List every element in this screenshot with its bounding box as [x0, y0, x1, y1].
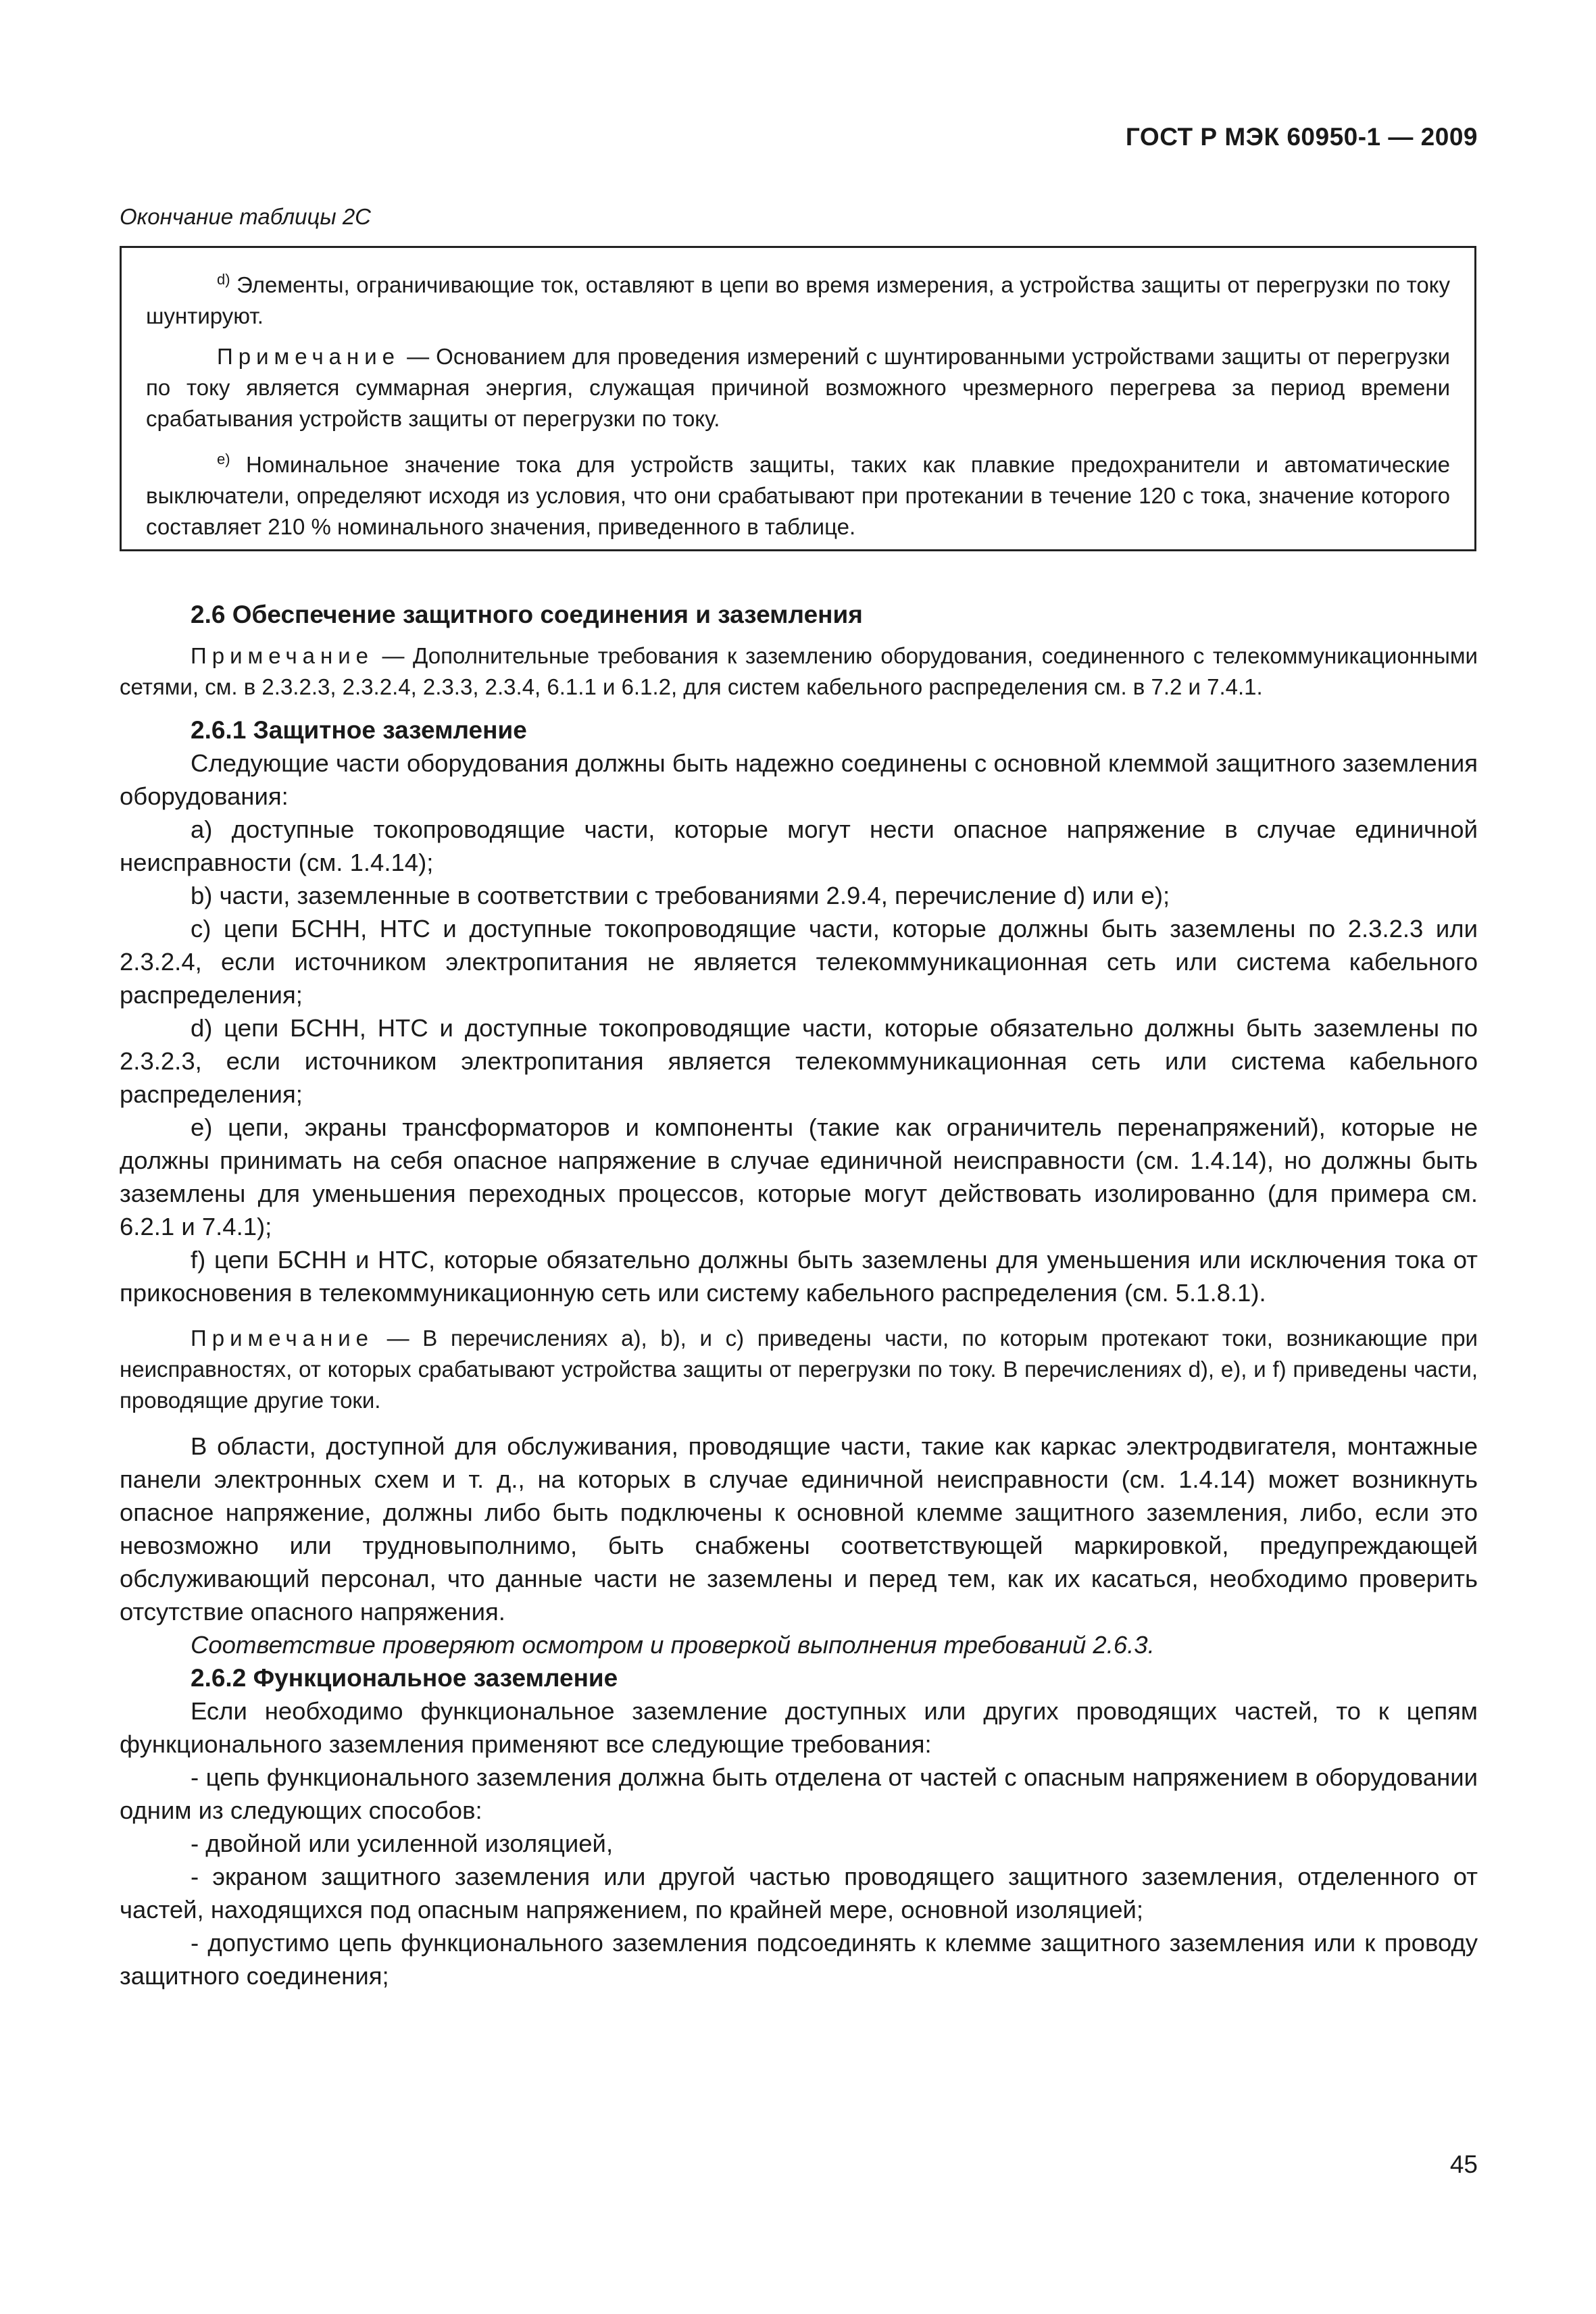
- list-item-b: b) части, заземленные в соответствии с требованиями 2.9.4, перечисление d) или е);: [191, 882, 1170, 909]
- table-footnotes-box: [120, 246, 1476, 551]
- footnote-d: [146, 264, 1450, 332]
- section-2-6-1-note-label: Примечание: [191, 1326, 374, 1351]
- main-body: [120, 598, 1478, 1992]
- table-caption: Окончание таблицы 2С: [120, 204, 372, 229]
- compliance-statement: Соответствие проверяют осмотром и проверкой выполнения требований 2.6.3.: [191, 1631, 1155, 1659]
- section-2-6-note-text: — Дополнительные требования к заземлению оборудования, соединенного с телекоммуникационными сетями, см. в 2.3.2.3, 2.3.2.4, 2.3.3, 2.3.4, 6.1.1 и 6.1.2, для систем кабельного распределения см. в 7.2 и 7.4.1.: [120, 643, 1478, 699]
- table-note-text: — Основанием для проведения измерений с шунтированными устройствами защиты от перегрузки по току является суммарная энергия, служащая причиной возможного чрезмерного перегрева за период времени срабатывания устройств защиты от перегрузки по току.: [146, 344, 1450, 431]
- section-2-6-note-label: Примечание: [191, 643, 374, 668]
- section-2-6-1-intro: Следующие части оборудования должны быть надежно соединены с основной клеммой защитного заземления оборудования:: [120, 749, 1478, 810]
- section-2-6-1-title: 2.6.1 Защитное заземление: [191, 716, 527, 744]
- footnote-d-mark: d): [217, 271, 230, 288]
- footnote-e-text: Номинальное значение тока для устройств защиты, таких как плавкие предохранители и автоматические выключатели, определяют исходя из условия, что они срабатывают при протекании в течение 120 с тока, значение которого составляет 210 % номинального значения, приведенного в таблице.: [146, 452, 1450, 539]
- requirement-item-3: - экраном защитного заземления или другой частью проводящего защитного заземления, отделенного от частей, находящихся под опасным напряжением, по крайней мере, основной изоляцией;: [120, 1863, 1478, 1923]
- table-note-label: Примечание: [217, 344, 401, 369]
- table-note: [146, 341, 1450, 434]
- requirement-item-2: - двойной или усиленной изоляцией,: [191, 1830, 614, 1857]
- document-header: ГОСТ Р МЭК 60950-1 — 2009: [1125, 123, 1478, 151]
- section-2-6-2-intro: Если необходимо функциональное заземление доступных или других проводящих частей, то к цепям функционального заземления применяют все следующие требования:: [120, 1697, 1478, 1758]
- requirement-item-4: - допустимо цепь функционального заземления подсоединять к клемме защитного заземления или к проводу защитного соединения;: [120, 1929, 1478, 1990]
- section-2-6-title: 2.6 Обеспечение защитного соединения и заземления: [191, 601, 863, 628]
- service-area-paragraph: В области, доступной для обслуживания, проводящие части, такие как каркас электродвигателя, монтажные панели электронных схем и т. д., на которых в случае единичной неисправности (см. 1.4.14) может возникнуть опасное напряжение, должны либо быть подключены к основной клемме защитного заземления, либо, если это невозможно или трудновыполнимо, быть снабжены соответствующей маркировкой, предупреждающей обслуживающий персонал, что данные части не заземлены и перед тем, как их касаться, необходимо проверить отсутствие опасного напряжения.: [120, 1432, 1478, 1626]
- list-item-e: e) цепи, экраны трансформаторов и компоненты (такие как ограничитель перенапряжений), которые не должны принимать на себя опасное напряжение в случае единичной неисправности (см. 1.4.14), но должны быть заземлены для уменьшения переходных процессов, которые могут действовать изолированно (для примера см. 6.2.1 и 7.4.1);: [120, 1113, 1478, 1240]
- footnote-e: [146, 444, 1450, 543]
- requirement-item-1: - цепь функционального заземления должна быть отделена от частей с опасным напряжением в оборудовании одним из следующих способов:: [120, 1763, 1478, 1824]
- section-2-6-1-note-text: — В перечислениях а), b), и с) приведены части, по которым протекают токи, возникающие при неисправностях, от которых срабатывают устройства защиты от перегрузки по току. В перечислениях d), е), и f) приведены части, проводящие другие токи.: [120, 1326, 1478, 1413]
- footnote-e-mark: e): [217, 451, 230, 468]
- list-item-d: d) цепи БСНН, НТС и доступные токопроводящие части, которые обязательно должны быть заземлены по 2.3.2.3, если источником электропитания является телекоммуникационная сеть или система кабельного распределения;: [120, 1014, 1478, 1108]
- list-item-c: c) цепи БСНН, НТС и доступные токопроводящие части, которые должны быть заземлены по 2.3.2.3 или 2.3.2.4, если источником электропитания не является телекоммуникационная сеть или система кабельного распределения;: [120, 915, 1478, 1009]
- list-item-f: f) цепи БСНН и НТС, которые обязательно должны быть заземлены для уменьшения или исключения тока от прикосновения в телекоммуникационную сеть или систему кабельного распределения (см. 5.1.8.1).: [120, 1246, 1478, 1307]
- page-number: 45: [1449, 2150, 1478, 2178]
- section-2-6-2-title: 2.6.2 Функциональное заземление: [191, 1664, 618, 1692]
- footnote-d-text: Элементы, ограничивающие ток, оставляют в цепи во время измерения, а устройства защиты от перегрузки по току шунтируют.: [146, 272, 1450, 328]
- section-2-6-note: [120, 640, 1478, 703]
- section-2-6-1-note: [120, 1323, 1478, 1416]
- list-item-a: а) доступные токопроводящие части, которые могут нести опасное напряжение в случае единичной неисправности (см. 1.4.14);: [120, 815, 1478, 876]
